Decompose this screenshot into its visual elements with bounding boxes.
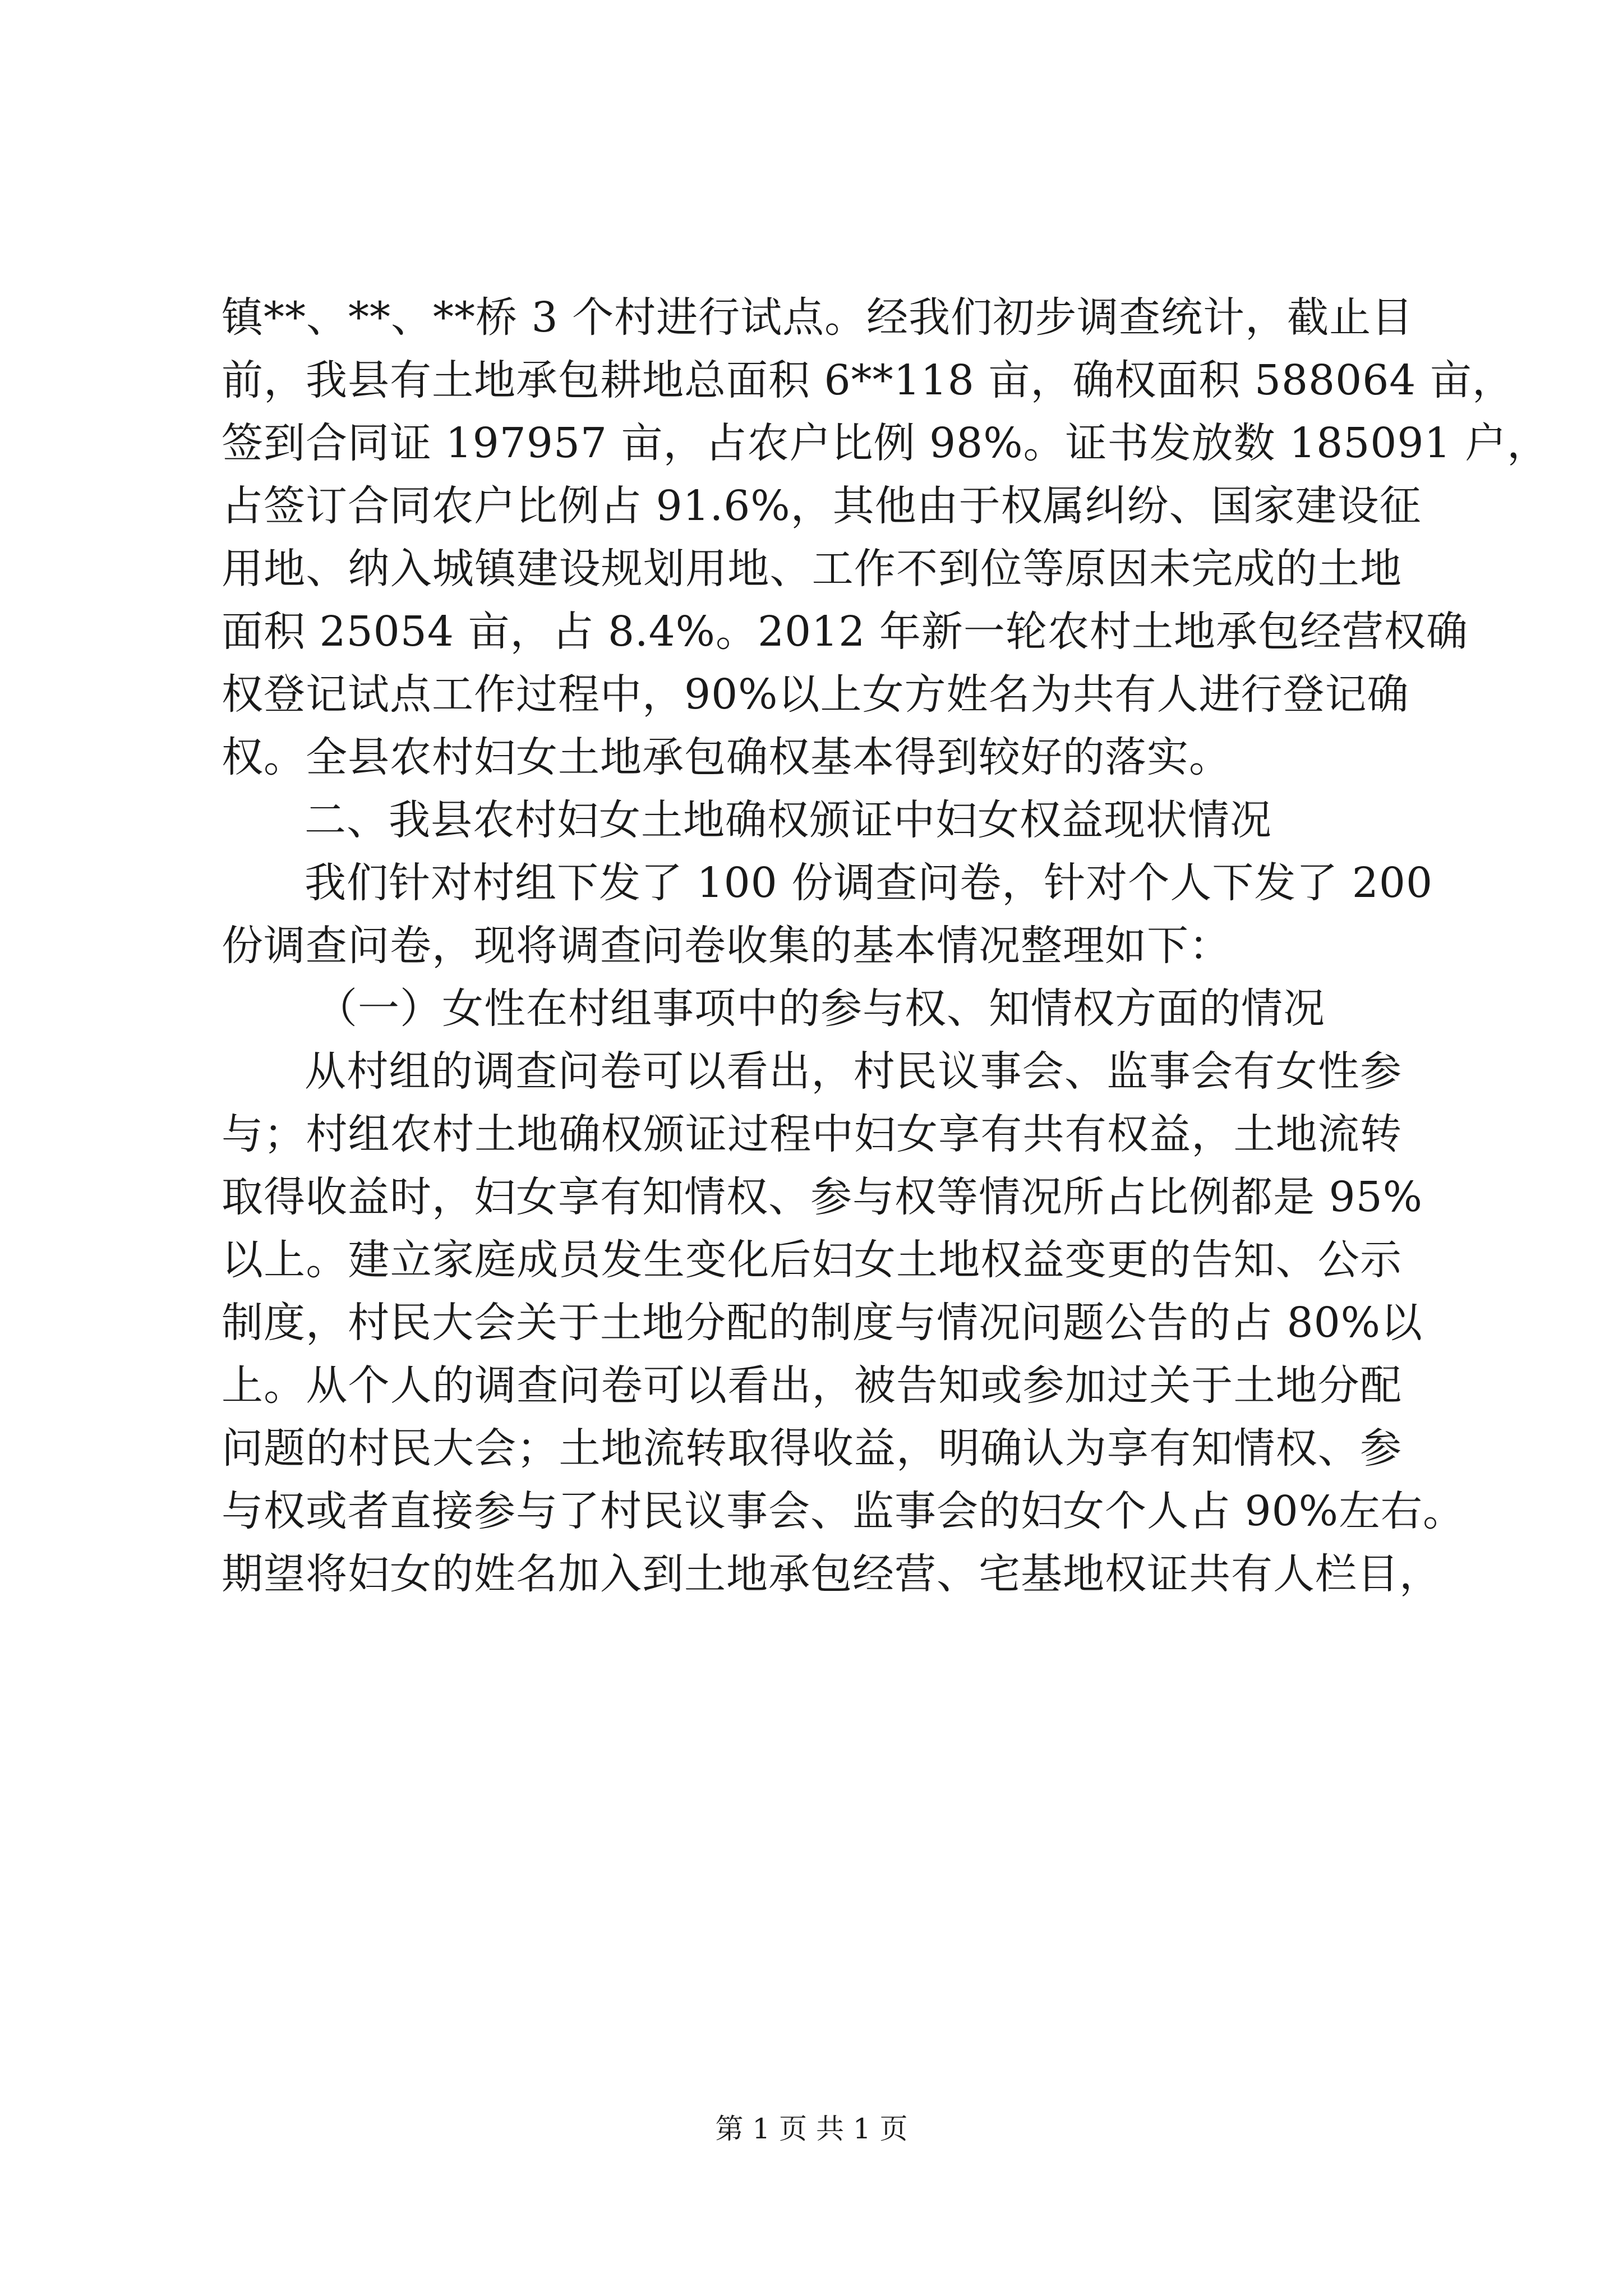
text-line: 期望将妇女的姓名加入到土地承包经营、宅基地权证共有人栏目， xyxy=(222,1550,1441,1598)
text-line: 制度，村民大会关于土地分配的制度与情况问题公告的占 80%以 xyxy=(222,1299,1423,1347)
text-line: 我们针对村组下发了 100 份调查问卷，针对个人下发了 200 xyxy=(305,859,1433,907)
text-line: 签到合同证 197957 亩，占农户比例 98%。证书发放数 185091 户， xyxy=(222,419,1550,467)
section-heading: 二、我县农村妇女土地确权颁证中妇女权益现状情况 xyxy=(305,796,1272,844)
text-line: 镇**、**、**桥 3 个村进行试点。经我们初步调查统计，截止目 xyxy=(222,293,1414,342)
text-line: 与权或者直接参与了村民议事会、监事会的妇女个人占 90%左右。 xyxy=(222,1487,1465,1535)
page-footer xyxy=(0,2109,1623,2148)
text-line: 前，我县有土地承包耕地总面积 6**118 亩，确权面积 588064 亩， xyxy=(222,356,1514,404)
subsection-heading: （一）女性在村组事项中的参与权、知情权方面的情况 xyxy=(316,984,1325,1033)
document-body xyxy=(222,286,1550,1605)
text-line: 从村组的调查问卷可以看出，村民议事会、监事会有女性参 xyxy=(305,1047,1402,1096)
text-line: 以上。建立家庭成员发生变化后妇女土地权益变更的告知、公示 xyxy=(222,1236,1402,1284)
text-line: 用地、纳入城镇建设规划用地、工作不到位等原因未完成的土地 xyxy=(222,545,1402,593)
text-line: 上。从个人的调查问卷可以看出，被告知或参加过关于土地分配 xyxy=(222,1361,1402,1410)
text-line: 面积 25054 亩，占 8.4%。2012 年新一轮农村土地承包经营权确 xyxy=(222,608,1468,656)
text-line: 问题的村民大会；土地流转取得收益，明确认为享有知情权、参 xyxy=(222,1424,1402,1473)
text-line: 份调查问卷，现将调查问卷收集的基本情况整理如下： xyxy=(222,922,1231,970)
text-line: 取得收益时，妇女享有知情权、参与权等情况所占比例都是 95% xyxy=(222,1173,1423,1221)
text-line: 与；村组农村土地确权颁证过程中妇女享有共有权益，土地流转 xyxy=(222,1110,1402,1158)
page-number-label: 第 1 页 共 1 页 xyxy=(715,2113,908,2145)
text-line: 权登记试点工作过程中，90%以上女方姓名为共有人进行登记确 xyxy=(222,670,1409,719)
text-line: 权。全县农村妇女土地承包确权基本得到较好的落实。 xyxy=(222,733,1231,781)
text-line: 占签订合同农户比例占 91.6%，其他由于权属纠纷、国家建设征 xyxy=(222,482,1422,530)
